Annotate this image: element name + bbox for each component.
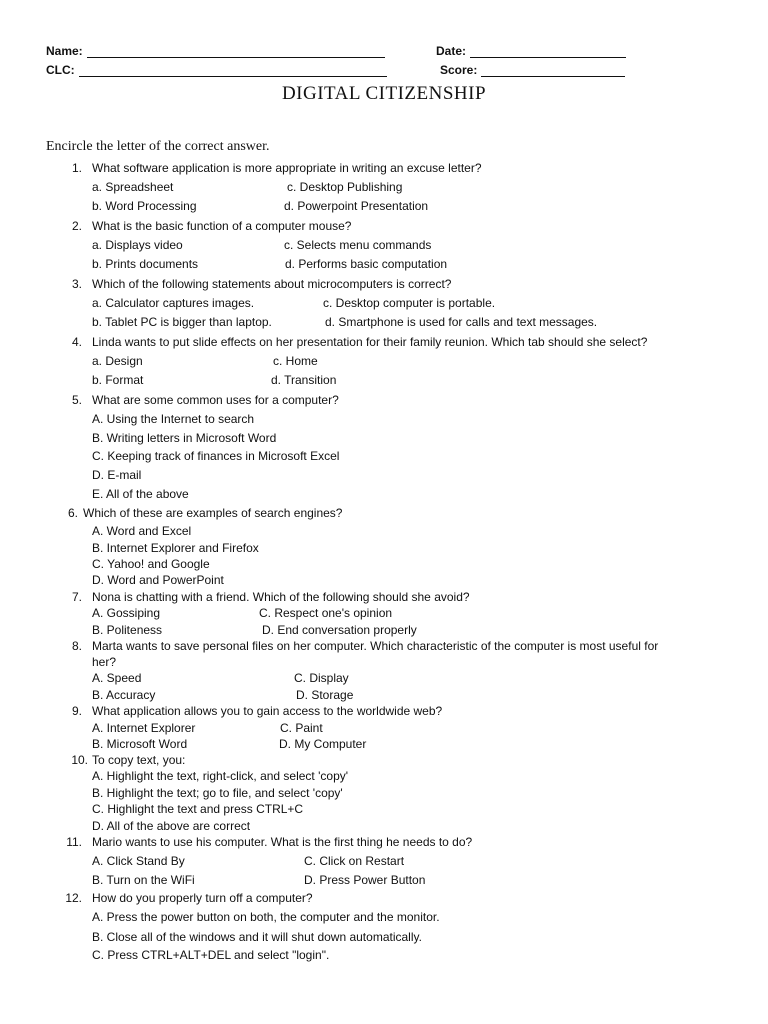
option-11d[interactable]: D. Press Power Button — [304, 873, 426, 887]
option-1c[interactable]: c. Desktop Publishing — [287, 180, 403, 194]
question-text: What are some common uses for a computer? — [92, 393, 339, 407]
option-4a[interactable]: a. Design — [92, 354, 143, 368]
option-10a[interactable]: A. Highlight the text, right-click, and select 'copy' — [92, 769, 349, 783]
question-number: 2. — [71, 219, 82, 233]
option-5a[interactable]: A. Using the Internet to search — [92, 412, 255, 426]
date-blank-line[interactable] — [470, 45, 626, 58]
question-number: 4. — [71, 335, 82, 349]
option-3b[interactable]: b. Tablet PC is bigger than laptop. — [92, 315, 272, 329]
question-number: 10. — [71, 753, 88, 767]
page-title: DIGITAL CITIZENSHIP — [281, 83, 487, 104]
option-9d[interactable]: D. My Computer — [279, 737, 367, 751]
score-label: Score: — [440, 63, 478, 77]
option-1a[interactable]: a. Spreadsheet — [92, 180, 174, 194]
question-text: Which of these are examples of search engines? — [83, 506, 343, 520]
score-blank-line[interactable] — [481, 64, 625, 77]
clc-field — [46, 63, 387, 77]
question-number: 11. — [66, 835, 82, 849]
question-9 — [71, 704, 443, 718]
question-number: 6. — [67, 506, 78, 520]
date-label: Date: — [436, 44, 467, 58]
option-9c[interactable]: C. Paint — [280, 721, 323, 735]
option-6b[interactable]: B. Internet Explorer and Firefox — [92, 541, 259, 555]
option-12a[interactable]: A. Press the power button on both, the computer and the monitor. — [92, 910, 440, 924]
option-4d[interactable]: d. Transition — [271, 373, 337, 387]
question-text: Nona is chatting with a friend. Which of the following should she avoid? — [92, 590, 470, 604]
question-3 — [71, 277, 452, 291]
option-12c[interactable]: C. Press CTRL+ALT+DEL and select "login". — [92, 948, 330, 962]
option-8a[interactable]: A. Speed — [92, 671, 142, 685]
option-7c[interactable]: C. Respect one's opinion — [259, 606, 393, 620]
option-5b[interactable]: B. Writing letters in Microsoft Word — [92, 431, 277, 445]
option-11a[interactable]: A. Click Stand By — [92, 854, 185, 868]
option-6c[interactable]: C. Yahoo! and Google — [92, 557, 210, 571]
question-number: 1. — [71, 161, 82, 175]
question-number: 7. — [71, 590, 82, 604]
option-2a[interactable]: a. Displays video — [92, 238, 183, 252]
question-text: To copy text, you: — [92, 753, 186, 767]
option-8c[interactable]: C. Display — [294, 671, 349, 685]
question-10 — [71, 753, 186, 767]
option-11c[interactable]: C. Click on Restart — [304, 854, 405, 868]
clc-label: CLC: — [46, 63, 75, 77]
option-2b[interactable]: b. Prints documents — [92, 257, 199, 271]
option-1b[interactable]: b. Word Processing — [92, 199, 197, 213]
option-7a[interactable]: A. Gossiping — [92, 606, 161, 620]
option-9b[interactable]: B. Microsoft Word — [92, 737, 188, 751]
question-number: 8. — [71, 639, 82, 653]
question-number: 12. — [65, 891, 82, 905]
question-text: What software application is more appropriate in writing an excuse letter? — [92, 161, 482, 175]
option-12b[interactable]: B. Close all of the windows and it will shut down automatically. — [92, 930, 422, 944]
question-text: How do you properly turn off a computer? — [92, 891, 313, 905]
question-4 — [71, 335, 648, 349]
option-11b[interactable]: B. Turn on the WiFi — [92, 873, 195, 887]
option-5c[interactable]: C. Keeping track of finances in Microsoft Excel — [92, 449, 340, 463]
clc-blank-line[interactable] — [79, 64, 387, 77]
option-10b[interactable]: B. Highlight the text; go to file, and select 'copy' — [92, 786, 343, 800]
option-7d[interactable]: D. End conversation properly — [262, 623, 417, 637]
question-11 — [66, 835, 473, 849]
question-text: Marta wants to save personal files on her computer. Which characteristic of the computer is most useful for — [92, 639, 659, 653]
question-text: Which of the following statements about microcomputers is correct? — [92, 277, 452, 291]
option-3a[interactable]: a. Calculator captures images. — [92, 296, 255, 310]
option-3c[interactable]: c. Desktop computer is portable. — [323, 296, 496, 310]
option-6d[interactable]: D. Word and PowerPoint — [92, 573, 224, 587]
question-text: What is the basic function of a computer mouse? — [92, 219, 352, 233]
question-5 — [71, 393, 339, 407]
option-8d[interactable]: D. Storage — [296, 688, 354, 702]
option-2d[interactable]: d. Performs basic computation — [285, 257, 448, 271]
option-10d[interactable]: D. All of the above are correct — [92, 819, 251, 833]
question-number: 9. — [71, 704, 82, 718]
question-8-continuation: her? — [92, 655, 117, 669]
question-text: Linda wants to put slide effects on her presentation for their family reunion. Which tab should she select? — [92, 335, 648, 349]
name-field — [46, 44, 385, 58]
option-7b[interactable]: B. Politeness — [92, 623, 163, 637]
score-field — [440, 63, 625, 77]
option-10c[interactable]: C. Highlight the text and press CTRL+C — [92, 802, 304, 816]
option-2c[interactable]: c. Selects menu commands — [284, 238, 432, 252]
option-5d[interactable]: D. E-mail — [92, 468, 142, 482]
instruction-text: Encircle the letter of the correct answer. — [46, 139, 270, 154]
question-text: What application allows you to gain access to the worldwide web? — [92, 704, 443, 718]
question-1 — [71, 161, 482, 175]
option-4b[interactable]: b. Format — [92, 373, 144, 387]
option-5e[interactable]: E. All of the above — [92, 487, 189, 501]
question-6 — [67, 506, 343, 520]
option-6a[interactable]: A. Word and Excel — [92, 524, 192, 538]
question-8 — [71, 639, 659, 653]
question-7 — [71, 590, 470, 604]
question-text: Mario wants to use his computer. What is the first thing he needs to do? — [92, 835, 473, 849]
option-3d[interactable]: d. Smartphone is used for calls and text messages. — [325, 315, 598, 329]
name-blank-line[interactable] — [87, 45, 385, 58]
option-9a[interactable]: A. Internet Explorer — [92, 721, 196, 735]
question-number: 5. — [71, 393, 82, 407]
question-12 — [65, 891, 313, 905]
date-field — [436, 44, 626, 58]
option-4c[interactable]: c. Home — [273, 354, 318, 368]
option-8b[interactable]: B. Accuracy — [92, 688, 156, 702]
question-number: 3. — [71, 277, 82, 291]
question-2 — [71, 219, 352, 233]
option-1d[interactable]: d. Powerpoint Presentation — [284, 199, 429, 213]
name-label: Name: — [46, 44, 83, 58]
